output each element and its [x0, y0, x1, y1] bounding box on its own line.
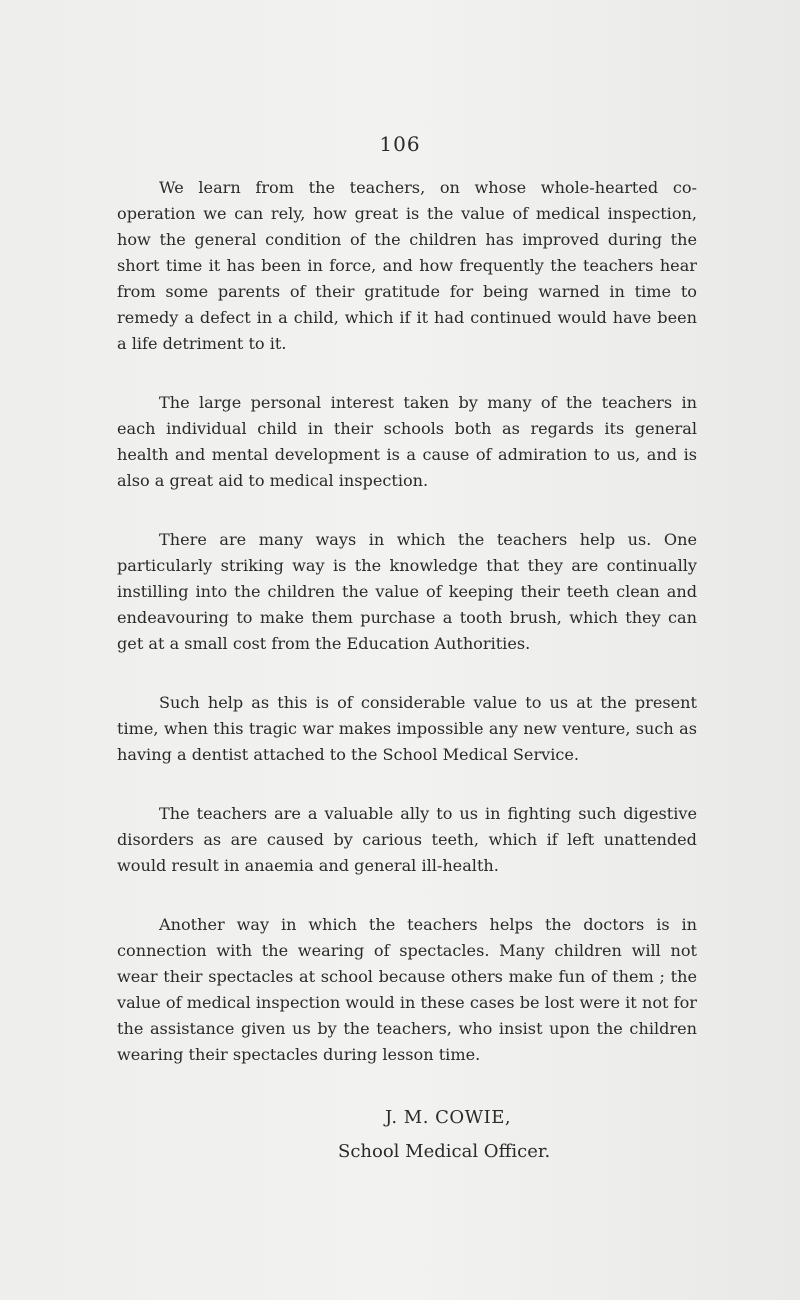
- signature-block: [117, 1101, 697, 1169]
- signatory-name: J. M. COWIE,: [385, 1107, 512, 1128]
- paragraph-6: Another way in which the teachers helps the doctors is in connection with the wearing of spectacles. Many children will not wear their spectacles at school because others make fun of them ; the value of medical inspection would in these cases be lost were it not for the assistance given us by the teachers, who insist upon the children wearing their spectacles during lesson time.: [117, 915, 697, 1064]
- page-number: 106: [379, 132, 421, 156]
- paragraph-4: Such help as this is of considerable value to us at the present time, when this tragic war makes impossible any new venture, such as having a dentist attached to the School Medical Service.: [117, 693, 697, 764]
- paragraph-3: There are many ways in which the teachers help us. One particularly striking way is the knowledge that they are continually instilling into the children the value of keeping their teeth clean and endeavouring to make them purchase a tooth brush, which they can get at a small cost from the Education Authorities.: [117, 530, 697, 653]
- paragraph-5: The teachers are a valuable ally to us in fighting such digestive disorders as are caused by carious teeth, which if left unattended would result in anaemia and general ill-health.: [117, 804, 697, 875]
- document-body: [117, 175, 697, 1169]
- signatory-title: School Medical Officer.: [338, 1141, 551, 1162]
- paragraph-1: We learn from the teachers, on whose whole-hearted co-operation we can rely, how great is the value of medical inspection, how the general condition of the children has improved during the short time it has been in force, and how frequently the teachers hear from some parents of their gratitude for being warned in time to remedy a defect in a child, which if it had continued would have been a life detriment to it.: [117, 178, 697, 353]
- paragraph-2: The large personal interest taken by many of the teachers in each individual child in their schools both as regards its general health and mental development is a cause of admiration to us, and is also a great aid to medical inspection.: [117, 393, 697, 490]
